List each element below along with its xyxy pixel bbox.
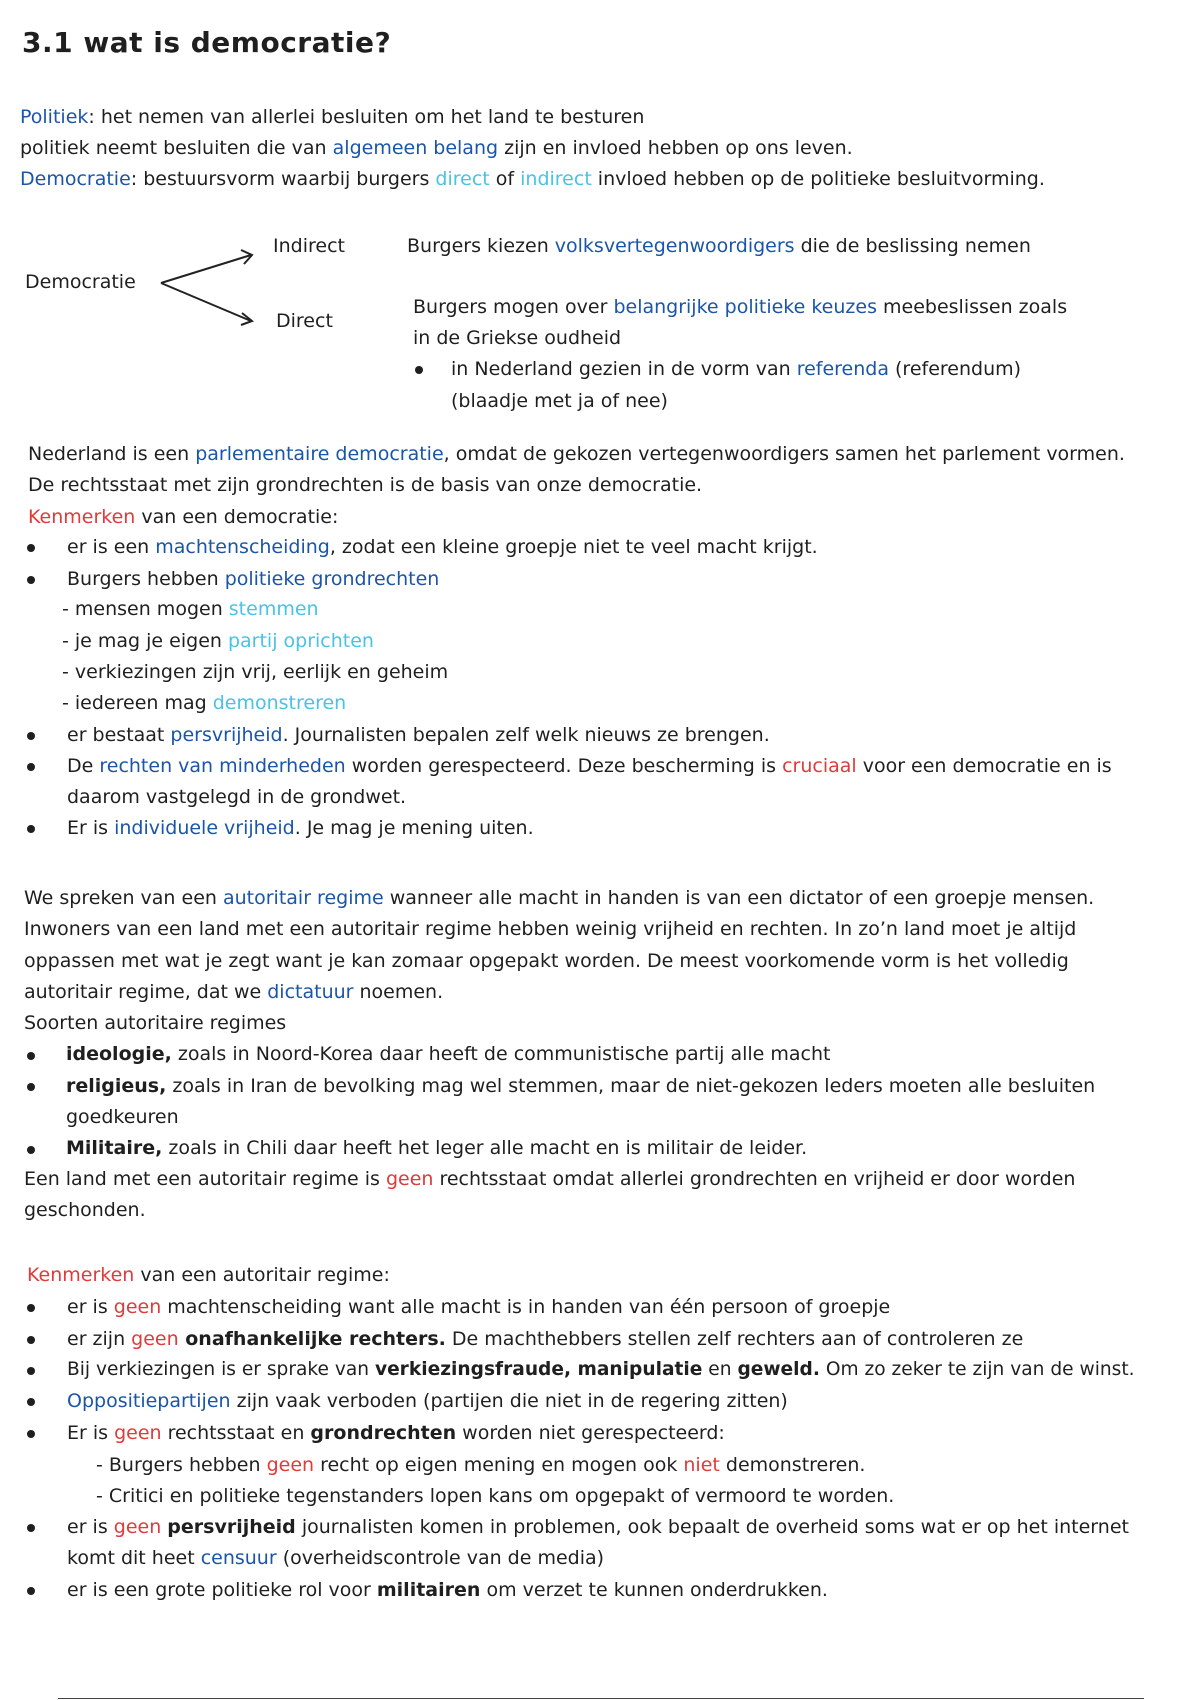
kenm-bullet-rechtsstaat: Er is geen rechtsstaat en grondrechten worden niet gerespecteerd: xyxy=(67,1422,725,1444)
kenm-bullet-persvrijheid: er is geen persvrijheid journalisten komen in problemen, ook bepaalt de overheid soms wat er op het internet xyxy=(67,1516,1129,1538)
intro-line-politiek: Politiek: het nemen van allerlei besluiten om het land te besturen xyxy=(20,106,645,128)
kenm-heading: Kenmerken van een autoritair regime: xyxy=(27,1264,390,1286)
kenm-sub-mening: - Burgers hebben geen recht op eigen mening en mogen ook niet demonstreren. xyxy=(96,1454,866,1476)
auth-line-4: autoritair regime, dat we dictatuur noemen. xyxy=(24,981,444,1003)
kenm-bullet-rechters: er zijn geen onafhankelijke rechters. De machthebbers stellen zelf rechters aan of controleren ze xyxy=(67,1328,1024,1350)
nl-bullet-persvrijheid: er bestaat persvrijheid. Journalisten bepalen zelf welk nieuws ze brengen. xyxy=(67,724,770,746)
nl-sub-stemmen: - mensen mogen stemmen xyxy=(62,598,319,620)
diagram-direct-desc: Burgers mogen over belangrijke politieke keuzes meebeslissen zoals xyxy=(413,296,1068,318)
diagram-indirect-label: Indirect xyxy=(273,235,345,257)
bullet-dot xyxy=(27,1083,35,1091)
bullet-dot xyxy=(27,576,35,584)
bullet-dot xyxy=(27,1398,35,1406)
auth-bullet-ideologie: ideologie, zoals in Noord-Korea daar heeft de communistische partij alle macht xyxy=(66,1043,831,1065)
bullet-dot xyxy=(27,544,35,552)
kenm-bullet-persvrijheid-2: komt dit heet censuur (overheidscontrole van de media) xyxy=(67,1547,605,1569)
diagram-arrows xyxy=(155,243,260,327)
nl-bullet-minderheden-2: daarom vastgelegd in de grondwet. xyxy=(67,786,407,808)
bullet-dot xyxy=(27,1146,35,1154)
bullet-dot xyxy=(27,1587,35,1595)
auth-soorten-heading: Soorten autoritaire regimes xyxy=(24,1012,287,1034)
bullet-dot xyxy=(27,1336,35,1344)
bullet-dot xyxy=(415,366,423,374)
nl-sub-verkiezingen: - verkiezingen zijn vrij, eerlijk en geheim xyxy=(62,661,449,683)
page-divider xyxy=(58,1698,1144,1699)
nl-bullet-machtenscheiding: er is een machtenscheiding, zodat een kleine groepje niet te veel macht krijgt. xyxy=(67,536,818,558)
nl-sub-demonstreren: - iedereen mag demonstreren xyxy=(62,692,347,714)
bullet-dot xyxy=(27,1367,35,1375)
intro-line-besluiten: politiek neemt besluiten die van algemeen belang zijn en invloed hebben op ons leven. xyxy=(20,137,853,159)
arrow-direct xyxy=(161,283,251,321)
diagram-root: Democratie xyxy=(25,271,136,293)
kenm-bullet-militairen: er is een grote politieke rol voor militairen om verzet te kunnen onderdrukken. xyxy=(67,1579,828,1601)
bullet-dot xyxy=(27,732,35,740)
intro-line-democratie: Democratie: bestuursvorm waarbij burgers direct of indirect invloed hebben op de politieke besluitvorming. xyxy=(20,168,1045,190)
arrow-indirect xyxy=(161,255,251,283)
diagram-direct-label: Direct xyxy=(276,310,333,332)
auth-bullet-religieus-2: goedkeuren xyxy=(66,1106,179,1128)
bullet-dot xyxy=(27,825,35,833)
bullet-dot xyxy=(27,1524,35,1532)
auth-bullet-religieus: religieus, zoals in Iran de bevolking mag wel stemmen, maar de niet-gekozen leders moeten alle besluiten xyxy=(66,1075,1096,1097)
auth-line-3: oppassen met wat je zegt want je kan zomaar opgepakt worden. De meest voorkomende vorm is het volledig xyxy=(24,950,1069,972)
bullet-dot xyxy=(27,763,35,771)
nl-kenmerken-heading: Kenmerken van een democratie: xyxy=(28,506,339,528)
nl-sub-partij: - je mag je eigen partij oprichten xyxy=(62,630,374,652)
kenm-sub-critici: - Critici en politieke tegenstanders lopen kans om opgepakt of vermoord te worden. xyxy=(96,1485,895,1507)
auth-bullet-militaire: Militaire, zoals in Chili daar heeft het leger alle macht en is militair de leider. xyxy=(66,1137,808,1159)
auth-line-7: geschonden. xyxy=(24,1199,146,1221)
bullet-dot xyxy=(27,1304,35,1312)
kenm-bullet-oppositie: Oppositiepartijen zijn vaak verboden (partijen die niet in de regering zitten) xyxy=(67,1390,788,1412)
kenm-bullet-verkiezingen: Bij verkiezingen is er sprake van verkiezingsfraude, manipulatie en geweld. Om zo zeker te zijn van de winst. xyxy=(67,1359,1135,1380)
nl-line-2: De rechtsstaat met zijn grondrechten is de basis van onze democratie. xyxy=(28,474,703,496)
diagram-direct-bullet: in Nederland gezien in de vorm van referenda (referendum) xyxy=(451,358,1022,380)
page-title: 3.1 wat is democratie? xyxy=(22,26,392,59)
kenm-bullet-machtenscheiding: er is geen machtenscheiding want alle macht is in handen van één persoon of groepje xyxy=(67,1296,891,1318)
diagram-direct-desc-2: in de Griekse oudheid xyxy=(413,327,622,349)
auth-line-2: Inwoners van een land met een autoritair regime hebben weinig vrijheid en rechten. In zo’n land moet je altijd xyxy=(24,918,1077,940)
bullet-dot xyxy=(27,1052,35,1060)
diagram-direct-bullet-2: (blaadje met ja of nee) xyxy=(451,390,668,412)
nl-line-1: Nederland is een parlementaire democratie, omdat de gekozen vertegenwoordigers samen het parlement vormen. xyxy=(28,443,1125,465)
auth-line-6: Een land met een autoritair regime is geen rechtsstaat omdat allerlei grondrechten en vrijheid er door worden xyxy=(24,1168,1076,1190)
nl-bullet-grondrechten: Burgers hebben politieke grondrechten xyxy=(67,568,440,590)
nl-bullet-minderheden: De rechten van minderheden worden gerespecteerd. Deze bescherming is cruciaal voor een democratie en is xyxy=(67,755,1112,777)
auth-line-1: We spreken van een autoritair regime wanneer alle macht in handen is van een dictator of een groepje mensen. xyxy=(24,887,1095,909)
bullet-dot xyxy=(27,1430,35,1438)
diagram-indirect-desc: Burgers kiezen volksvertegenwoordigers die de beslissing nemen xyxy=(407,235,1031,257)
nl-bullet-vrijheid: Er is individuele vrijheid. Je mag je mening uiten. xyxy=(67,817,534,839)
